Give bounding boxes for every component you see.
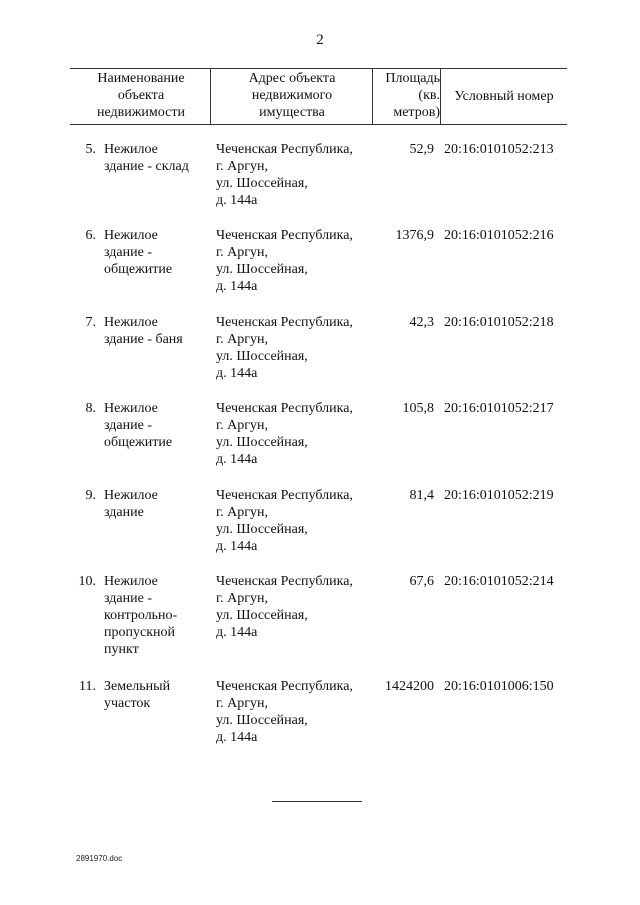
object-name: Нежилое здание - общежитие bbox=[104, 401, 173, 450]
cadastral-number: 20:16:0101052:213 bbox=[444, 142, 554, 157]
header-address: Адрес объекта недвижимого имущества bbox=[248, 71, 336, 120]
object-address: Чеченская Республика, г. Аргун, ул. Шоссейная, д. 144а bbox=[216, 401, 353, 467]
column-divider bbox=[210, 68, 211, 124]
object-area: 52,9 bbox=[409, 142, 434, 157]
object-area: 1424200 bbox=[385, 679, 434, 694]
cadastral-number: 20:16:0101052:219 bbox=[444, 488, 554, 503]
object-address: Чеченская Республика, г. Аргун, ул. Шоссейная, д. 144а bbox=[216, 315, 353, 381]
object-address: Чеченская Республика, г. Аргун, ул. Шоссейная, д. 144а bbox=[216, 142, 353, 208]
row-number: 8. bbox=[85, 401, 96, 416]
object-address: Чеченская Республика, г. Аргун, ул. Шоссейная, д. 144а bbox=[216, 679, 353, 745]
object-address: Чеченская Республика, г. Аргун, ул. Шоссейная, д. 144а bbox=[216, 228, 353, 294]
header-top-rule bbox=[70, 68, 567, 69]
column-divider bbox=[440, 68, 441, 124]
footer-file-name: 2891970.doc bbox=[76, 854, 123, 863]
row-number: 5. bbox=[85, 142, 96, 157]
cadastral-number: 20:16:0101052:217 bbox=[444, 401, 554, 416]
header-bottom-rule bbox=[70, 124, 567, 125]
object-name: Земельный участок bbox=[104, 679, 171, 711]
object-address: Чеченская Республика, г. Аргун, ул. Шоссейная, д. 144а bbox=[216, 488, 353, 554]
cadastral-number: 20:16:0101052:216 bbox=[444, 228, 554, 243]
row-number: 9. bbox=[85, 488, 96, 503]
object-area: 1376,9 bbox=[395, 228, 434, 243]
row-number: 11. bbox=[79, 679, 96, 694]
end-of-table-rule bbox=[272, 801, 362, 802]
row-number: 6. bbox=[85, 228, 96, 243]
object-area: 42,3 bbox=[409, 315, 434, 330]
object-address: Чеченская Республика, г. Аргун, ул. Шоссейная, д. 144а bbox=[216, 574, 353, 640]
object-area: 67,6 bbox=[409, 574, 434, 589]
object-name: Нежилое здание - общежитие bbox=[104, 228, 173, 277]
page-number: 2 bbox=[316, 32, 324, 48]
header-area: Площадь (кв. метров) bbox=[385, 71, 440, 120]
header-cadastral-number: Условный номер bbox=[454, 89, 554, 104]
cadastral-number: 20:16:0101052:218 bbox=[444, 315, 554, 330]
row-number: 10. bbox=[78, 574, 96, 589]
header-name: Наименование объекта недвижимости bbox=[97, 71, 185, 120]
object-area: 81,4 bbox=[409, 488, 434, 503]
cadastral-number: 20:16:0101006:150 bbox=[444, 679, 554, 694]
object-name: Нежилое здание - контрольно- пропускной пункт bbox=[104, 574, 178, 657]
object-area: 105,8 bbox=[402, 401, 434, 416]
object-name: Нежилое здание - склад bbox=[104, 142, 189, 174]
column-divider bbox=[372, 68, 373, 124]
object-name: Нежилое здание - баня bbox=[104, 315, 183, 347]
object-name: Нежилое здание bbox=[104, 488, 158, 520]
cadastral-number: 20:16:0101052:214 bbox=[444, 574, 554, 589]
row-number: 7. bbox=[85, 315, 96, 330]
